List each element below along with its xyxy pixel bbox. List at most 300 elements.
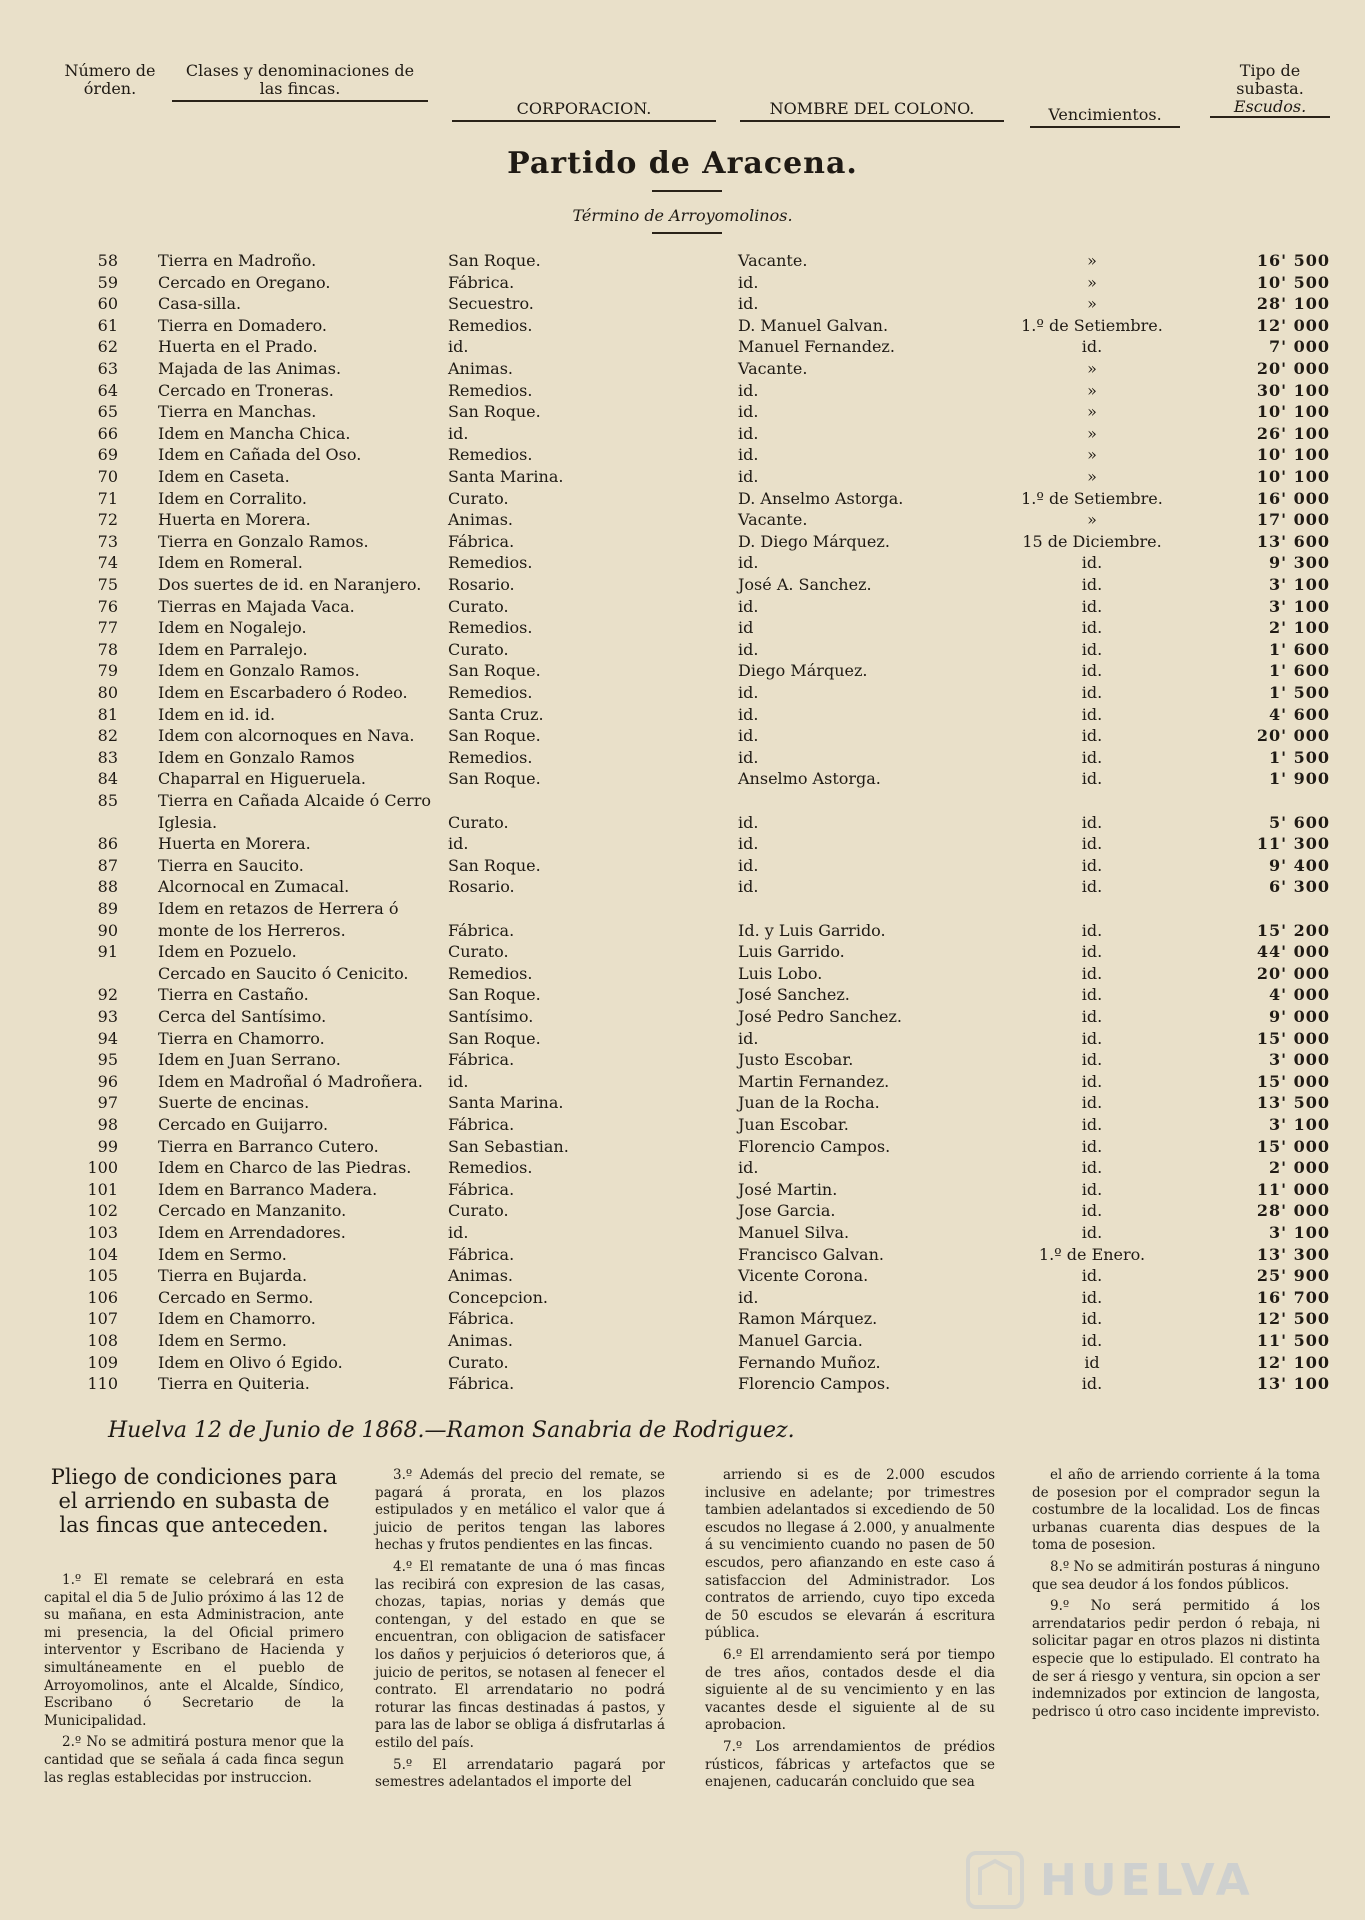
row-tipo: 17' 000 xyxy=(1256,510,1330,530)
row-corporacion: Fábrica. xyxy=(448,272,515,292)
row-corporacion: id. xyxy=(448,1071,469,1091)
row-vencimiento: » xyxy=(1087,467,1097,486)
row-number: 59 xyxy=(97,272,118,292)
row-colono: José Martin. xyxy=(738,1179,838,1199)
row-corporacion: Remedios. xyxy=(448,618,533,638)
row-corporacion: Curato. xyxy=(448,812,509,832)
row-clase: Tierra en Manchas. xyxy=(158,402,317,422)
row-clase: Idem en Parralejo. xyxy=(158,639,308,659)
row-clase: Idem en Sermo. xyxy=(158,1244,287,1264)
table-row xyxy=(0,1308,1365,1329)
row-corporacion: Fábrica. xyxy=(448,1050,515,1070)
row-corporacion: Curato. xyxy=(448,488,509,508)
row-number: 101 xyxy=(87,1179,118,1199)
row-tipo: 16' 700 xyxy=(1256,1287,1330,1307)
row-clase: Idem en Arrendadores. xyxy=(158,1223,346,1242)
row-number: 85 xyxy=(97,791,118,810)
row-colono: id. xyxy=(738,272,759,292)
row-corporacion: Santa Marina. xyxy=(448,467,564,486)
row-clase: Idem en Barranco Madera. xyxy=(158,1179,378,1199)
row-number: 64 xyxy=(97,380,118,400)
row-number: 84 xyxy=(97,769,118,789)
row-colono: id. xyxy=(738,812,759,832)
row-vencimiento: id. xyxy=(1081,963,1103,983)
row-clase: Tierra en Cañada Alcaide ó Cerro xyxy=(158,791,431,810)
archive-seal-icon xyxy=(960,1845,1030,1915)
conditions-column-2 xyxy=(375,1467,665,1796)
row-vencimiento: » xyxy=(1087,402,1097,422)
condition-paragraph: 9.º No será permitido á los arrendatarios pedir perdon ó rebaja, ni solicitar pagar en otros plazos ni distinta especie que lo estipulado. El contrato ha de ser á riesgo y ventura, sin opcion a ser indemnizados por extincion de langosta, pedrisco ú otro caso incidente imprevisto. xyxy=(1032,1598,1320,1720)
row-colono: id. xyxy=(738,1287,759,1307)
table-row xyxy=(0,380,1365,401)
row-tipo: 44' 000 xyxy=(1256,942,1330,962)
row-tipo: 13' 100 xyxy=(1256,1374,1330,1394)
row-clase: Huerta en Morera. xyxy=(158,834,311,854)
table-row xyxy=(0,639,1365,660)
row-clase: Tierra en Bujarda. xyxy=(158,1266,308,1286)
row-tipo: 7' 000 xyxy=(1269,337,1330,357)
row-number: 99 xyxy=(97,1136,118,1156)
subtitle-rule xyxy=(652,232,722,234)
row-colono: id. xyxy=(738,834,759,854)
row-number: 105 xyxy=(87,1266,118,1286)
row-tipo: 12' 500 xyxy=(1256,1309,1330,1329)
table-row xyxy=(0,1352,1365,1373)
row-tipo: 11' 300 xyxy=(1256,834,1330,854)
row-vencimiento: » xyxy=(1087,359,1097,378)
table-row xyxy=(0,1006,1365,1027)
row-corporacion: Curato. xyxy=(448,1352,509,1372)
row-corporacion: Remedios. xyxy=(448,963,533,983)
row-tipo: 16' 500 xyxy=(1256,251,1330,270)
row-corporacion: Fábrica. xyxy=(448,531,515,551)
table-row xyxy=(0,1049,1365,1070)
table-row xyxy=(0,1179,1365,1200)
table-row xyxy=(0,747,1365,768)
table-row xyxy=(0,336,1365,357)
table-row xyxy=(0,682,1365,703)
row-vencimiento: id. xyxy=(1081,942,1103,962)
row-vencimiento: » xyxy=(1087,272,1097,292)
row-clase: Suerte de encinas. xyxy=(158,1093,310,1113)
row-corporacion: Fábrica. xyxy=(448,920,515,940)
row-corporacion: Remedios. xyxy=(448,683,533,702)
row-vencimiento: id. xyxy=(1081,575,1103,594)
row-corporacion: San Roque. xyxy=(448,402,541,422)
row-tipo: 16' 000 xyxy=(1256,488,1330,508)
row-tipo: 20' 000 xyxy=(1256,963,1330,983)
row-number: 69 xyxy=(97,445,118,465)
row-corporacion: Curato. xyxy=(448,1201,509,1221)
table-row xyxy=(0,1200,1365,1221)
row-colono: Luis Lobo. xyxy=(738,963,823,983)
row-corporacion: San Roque. xyxy=(448,251,541,270)
row-corporacion: Santa Marina. xyxy=(448,1093,564,1113)
row-colono: Justo Escobar. xyxy=(738,1050,854,1070)
row-number: 76 xyxy=(97,596,118,616)
row-clase: Idem en Nogalejo. xyxy=(158,618,307,638)
row-tipo: 3' 100 xyxy=(1269,1115,1330,1134)
row-colono: id. xyxy=(738,553,759,573)
row-tipo: 6' 300 xyxy=(1269,877,1330,897)
row-clase: Cercado en Troneras. xyxy=(158,380,334,400)
row-clase: Tierra en Castaño. xyxy=(158,985,309,1005)
table-row xyxy=(0,1071,1365,1092)
condition-paragraph: 2.º No se admitirá postura menor que la cantidad que se señala á cada finca segun las reglas establecidas por instruccion. xyxy=(44,1734,344,1786)
row-tipo: 20' 000 xyxy=(1256,726,1330,746)
row-vencimiento: id. xyxy=(1081,726,1103,746)
row-number: 77 xyxy=(97,618,118,638)
row-number: 62 xyxy=(97,337,118,357)
row-clase: Majada de las Animas. xyxy=(158,359,342,378)
table-row xyxy=(0,812,1365,833)
row-tipo: 10' 100 xyxy=(1256,445,1330,465)
header-numero: Número de órden. xyxy=(64,61,156,98)
row-clase: Idem en id. id. xyxy=(158,704,276,724)
table-row xyxy=(0,876,1365,897)
row-number: 110 xyxy=(87,1374,118,1394)
row-clase: Cercado en Sermo. xyxy=(158,1287,314,1307)
row-vencimiento: id. xyxy=(1081,1266,1103,1286)
row-vencimiento: id. xyxy=(1081,1158,1103,1178)
row-vencimiento: id. xyxy=(1081,596,1103,616)
row-clase: Tierra en Chamorro. xyxy=(158,1028,325,1048)
row-tipo: 1' 500 xyxy=(1269,683,1330,702)
row-colono: Ramon Márquez. xyxy=(738,1309,878,1329)
row-vencimiento: 1.º de Setiembre. xyxy=(1021,315,1163,335)
row-colono: Martin Fernandez. xyxy=(738,1071,890,1091)
row-vencimiento: id. xyxy=(1081,1071,1103,1091)
row-number: 71 xyxy=(97,488,118,508)
row-tipo: 1' 500 xyxy=(1269,747,1330,767)
row-tipo: 25' 900 xyxy=(1256,1266,1330,1286)
row-vencimiento: id. xyxy=(1081,661,1103,681)
row-corporacion: Fábrica. xyxy=(448,1179,515,1199)
row-number: 81 xyxy=(97,704,118,724)
row-number: 61 xyxy=(97,315,118,335)
row-tipo: 13' 600 xyxy=(1256,531,1330,551)
row-number: 89 xyxy=(97,899,118,918)
row-colono: Vacante. xyxy=(738,510,808,530)
row-tipo: 9' 000 xyxy=(1269,1007,1330,1026)
row-colono: Florencio Campos. xyxy=(738,1136,891,1156)
row-colono: id. xyxy=(738,467,759,486)
conditions-title: Pliego de condiciones para el arriendo en subasta de las fincas que anteceden. xyxy=(50,1465,338,1537)
row-corporacion: id. xyxy=(448,834,469,854)
table-row xyxy=(0,315,1365,336)
row-corporacion: San Roque. xyxy=(448,985,541,1005)
table-row xyxy=(0,725,1365,746)
table-row xyxy=(0,768,1365,789)
row-corporacion: Curato. xyxy=(448,596,509,616)
row-tipo: 3' 100 xyxy=(1269,1223,1330,1242)
header-corporacion: CORPORACION. xyxy=(452,100,716,122)
table-row xyxy=(0,444,1365,465)
row-tipo: 11' 500 xyxy=(1256,1331,1330,1350)
row-tipo: 10' 500 xyxy=(1256,272,1330,292)
row-tipo: 13' 300 xyxy=(1256,1244,1330,1264)
table-row xyxy=(0,963,1365,984)
row-number: 107 xyxy=(87,1309,118,1329)
row-tipo: 1' 900 xyxy=(1269,769,1330,789)
row-vencimiento: id. xyxy=(1081,1287,1103,1307)
row-vencimiento: id. xyxy=(1081,1007,1103,1026)
row-clase: Idem en Madroñal ó Madroñera. xyxy=(158,1071,423,1091)
table-row xyxy=(0,293,1365,314)
row-number: 108 xyxy=(87,1331,118,1350)
row-clase: Idem en Olivo ó Egido. xyxy=(158,1352,343,1372)
table-row xyxy=(0,920,1365,941)
row-corporacion: Animas. xyxy=(448,1331,513,1350)
row-colono: id. xyxy=(738,726,759,746)
row-tipo: 15' 200 xyxy=(1256,920,1330,940)
table-row xyxy=(0,509,1365,530)
row-number: 97 xyxy=(97,1093,118,1113)
row-colono: id. xyxy=(738,445,759,465)
row-corporacion: Curato. xyxy=(448,639,509,659)
row-colono: id. xyxy=(738,596,759,616)
header-tipo-label: Tipo de subasta. xyxy=(1236,61,1304,98)
row-colono: José Pedro Sanchez. xyxy=(738,1007,902,1026)
row-vencimiento: id. xyxy=(1081,683,1103,702)
row-number: 96 xyxy=(97,1071,118,1091)
row-clase: Idem en Corralito. xyxy=(158,488,307,508)
row-vencimiento: id. xyxy=(1081,1331,1103,1350)
row-clase: Tierras en Majada Vaca. xyxy=(158,596,355,616)
header-vencimientos: Vencimientos. xyxy=(1030,106,1180,128)
row-colono: id. xyxy=(738,1158,759,1178)
row-clase: Idem en Gonzalo Ramos. xyxy=(158,661,360,681)
conditions-column-1 xyxy=(44,1572,344,1791)
row-corporacion: Santísimo. xyxy=(448,1007,534,1026)
row-tipo: 2' 000 xyxy=(1269,1158,1330,1178)
table-row xyxy=(0,272,1365,293)
section-subtitle: Término de Arroyomolinos. xyxy=(572,206,793,225)
row-number: 102 xyxy=(87,1201,118,1221)
row-number: 63 xyxy=(97,359,118,378)
row-colono: Anselmo Astorga. xyxy=(738,769,881,789)
table-row xyxy=(0,596,1365,617)
row-vencimiento: id. xyxy=(1081,337,1103,357)
row-clase: Cercado en Oregano. xyxy=(158,272,331,292)
row-number: 82 xyxy=(97,726,118,746)
row-vencimiento: id. xyxy=(1081,1136,1103,1156)
row-corporacion: id. xyxy=(448,337,469,357)
row-clase: Idem con alcornoques en Nava. xyxy=(158,726,415,746)
table-row xyxy=(0,1222,1365,1243)
row-number: 72 xyxy=(97,510,118,530)
row-number: 95 xyxy=(97,1050,118,1070)
row-vencimiento: id. xyxy=(1081,618,1103,638)
row-tipo: 4' 000 xyxy=(1269,985,1330,1005)
row-clase: Idem en Charco de las Piedras. xyxy=(158,1158,412,1178)
row-vencimiento: id. xyxy=(1081,1223,1103,1242)
table-row xyxy=(0,1136,1365,1157)
row-number: 60 xyxy=(97,294,118,314)
row-clase: Idem en Mancha Chica. xyxy=(158,423,351,443)
row-clase: Tierra en Domadero. xyxy=(158,315,328,335)
row-colono: Florencio Campos. xyxy=(738,1374,891,1394)
row-clase: Tierra en Madroño. xyxy=(158,251,317,270)
row-corporacion: Concepcion. xyxy=(448,1287,548,1307)
table-row xyxy=(0,617,1365,638)
row-tipo: 12' 100 xyxy=(1256,1352,1330,1372)
row-colono: id. xyxy=(738,402,759,422)
row-number: 87 xyxy=(97,855,118,875)
row-number: 86 xyxy=(97,834,118,854)
row-number: 94 xyxy=(97,1028,118,1048)
row-clase: Idem en retazos de Herrera ó xyxy=(158,899,399,918)
row-number: 98 xyxy=(97,1115,118,1134)
row-tipo: 3' 000 xyxy=(1269,1050,1330,1070)
row-colono: id. xyxy=(738,747,759,767)
table-row xyxy=(0,250,1365,271)
row-number: 58 xyxy=(97,251,118,270)
title-rule xyxy=(652,190,722,192)
row-clase: Idem en Chamorro. xyxy=(158,1309,316,1329)
row-clase: Tierra en Gonzalo Ramos. xyxy=(158,531,369,551)
row-vencimiento: 1.º de Setiembre. xyxy=(1021,488,1163,508)
table-row xyxy=(0,401,1365,422)
row-colono: id. xyxy=(738,877,759,897)
row-colono: Id. y Luis Garrido. xyxy=(738,920,886,940)
row-tipo: 1' 600 xyxy=(1269,639,1330,659)
row-number: 66 xyxy=(97,423,118,443)
row-tipo: 15' 000 xyxy=(1256,1071,1330,1091)
row-clase: Tierra en Saucito. xyxy=(158,855,304,875)
table-row xyxy=(0,574,1365,595)
row-number: 109 xyxy=(87,1352,118,1372)
row-clase: Cercado en Manzanito. xyxy=(158,1201,347,1221)
row-corporacion: id. xyxy=(448,423,469,443)
row-tipo: 4' 600 xyxy=(1269,704,1330,724)
row-colono: Vacante. xyxy=(738,359,808,378)
row-vencimiento: » xyxy=(1087,251,1097,270)
conditions-column-3 xyxy=(705,1467,995,1796)
table-row xyxy=(0,1265,1365,1286)
row-vencimiento: id. xyxy=(1081,1309,1103,1329)
row-corporacion: Rosario. xyxy=(448,575,515,594)
table-row xyxy=(0,1287,1365,1308)
table-row xyxy=(0,358,1365,379)
row-corporacion: Fábrica. xyxy=(448,1115,515,1134)
table-row xyxy=(0,1114,1365,1135)
row-tipo: 3' 100 xyxy=(1269,596,1330,616)
row-corporacion: San Roque. xyxy=(448,769,541,789)
row-corporacion: San Roque. xyxy=(448,661,541,681)
row-tipo: 12' 000 xyxy=(1256,315,1330,335)
row-colono: id xyxy=(738,618,754,638)
row-clase: Idem en Pozuelo. xyxy=(158,942,297,962)
condition-paragraph: 6.º El arrendamiento será por tiempo de tres años, contados desde el dia siguiente al de su vencimiento y en las vacantes desde el siguiente al de su aprobacion. xyxy=(705,1646,995,1734)
row-vencimiento: 15 de Diciembre. xyxy=(1022,531,1162,551)
row-clase: Cercado en Saucito ó Cenicito. xyxy=(158,963,409,983)
row-vencimiento: » xyxy=(1087,445,1097,465)
row-clase: Idem en Caseta. xyxy=(158,467,290,486)
row-colono: D. Manuel Galvan. xyxy=(738,315,889,335)
table-row xyxy=(0,984,1365,1005)
condition-paragraph: 4.º El rematante de una ó mas fincas las recibirá con expresion de las casas, chozas, tapias, norias y demás que contengan, y del estado en que se encuentran, con obligacion de satisfacer los daños y perjuicios ó deterioros que, á juicio de peritos, se notasen al fenecer el contrato. El arrendatario no podrá roturar las fincas destinadas á pastos, y para las de labor se obliga á disfrutarlas á estilo del país. xyxy=(375,1558,665,1751)
condition-paragraph: el año de arriendo corriente á la toma de posesion por el comprador segun la costumbre de la localidad. Los de fincas urbanas cuarenta dias despues de la toma de posesion. xyxy=(1032,1467,1320,1554)
row-number: 93 xyxy=(97,1007,118,1026)
row-colono: id. xyxy=(738,639,759,659)
row-clase: Idem en Romeral. xyxy=(158,553,303,573)
row-corporacion: Animas. xyxy=(448,1266,513,1286)
table-row xyxy=(0,423,1365,444)
conditions-column-4 xyxy=(1032,1467,1320,1725)
row-colono: id. xyxy=(738,380,759,400)
row-corporacion: San Roque. xyxy=(448,726,541,746)
row-tipo: 1' 600 xyxy=(1269,661,1330,681)
table-row xyxy=(0,704,1365,725)
row-vencimiento: id. xyxy=(1081,1115,1103,1134)
row-number: 90 xyxy=(97,920,118,940)
table-row xyxy=(0,660,1365,681)
table-row xyxy=(0,855,1365,876)
row-corporacion: Curato. xyxy=(448,942,509,962)
row-colono: José Sanchez. xyxy=(738,985,850,1005)
row-clase: Tierra en Quiteria. xyxy=(158,1374,310,1394)
header-tipo-units: Escudos. xyxy=(1210,98,1330,118)
row-tipo: 2' 100 xyxy=(1269,618,1330,638)
row-colono: Diego Márquez. xyxy=(738,661,868,681)
row-clase: Casa-silla. xyxy=(158,294,242,314)
row-colono: D. Diego Márquez. xyxy=(738,531,890,551)
row-vencimiento: id. xyxy=(1081,1374,1103,1394)
signature-line: Huelva 12 de Junio de 1868.—Ramon Sanabria de Rodriguez. xyxy=(108,1418,795,1443)
row-corporacion: San Sebastian. xyxy=(448,1136,569,1156)
row-vencimiento: id. xyxy=(1081,553,1103,573)
row-corporacion: Animas. xyxy=(448,359,513,378)
row-clase: Idem en Sermo. xyxy=(158,1331,287,1350)
row-corporacion: Remedios. xyxy=(448,445,533,465)
row-number: 65 xyxy=(97,402,118,422)
row-colono: Manuel Garcia. xyxy=(738,1331,863,1350)
row-vencimiento: id. xyxy=(1081,812,1103,832)
row-tipo: 15' 000 xyxy=(1256,1028,1330,1048)
row-vencimiento: id xyxy=(1084,1352,1100,1372)
table-row xyxy=(0,1092,1365,1113)
archive-watermark: HUELVA xyxy=(1040,1855,1254,1906)
condition-paragraph: 7.º Los arrendamientos de prédios rústicos, fábricas y artefactos que se enajenen, caducarán concluido que sea xyxy=(705,1738,995,1791)
row-vencimiento: id. xyxy=(1081,1050,1103,1070)
row-colono: Vacante. xyxy=(738,251,808,270)
row-colono: id. xyxy=(738,423,759,443)
header-colono: NOMBRE DEL COLONO. xyxy=(740,100,1004,122)
row-vencimiento: » xyxy=(1087,510,1097,530)
condition-paragraph: 1.º El remate se celebrará en esta capital el dia 5 de Julio próximo á las 12 de su mañana, en esta Administracion, ante mi presencia, la del Oficial primero interventor y Escribano de Hacienda y simultáneamente en el pueblo de Arroyomolinos, ante el Alcalde, Síndico, Escribano ó Secretario de la Municipalidad. xyxy=(44,1572,344,1729)
row-vencimiento: » xyxy=(1087,380,1097,400)
row-clase: Iglesia. xyxy=(158,812,218,832)
row-tipo: 9' 300 xyxy=(1269,553,1330,573)
row-colono: Luis Garrido. xyxy=(738,942,845,962)
row-colono: Jose Garcia. xyxy=(738,1201,836,1221)
row-colono: Manuel Silva. xyxy=(738,1223,850,1242)
row-vencimiento: id. xyxy=(1081,877,1103,897)
row-clase: Cerca del Santísimo. xyxy=(158,1007,327,1026)
row-corporacion: Remedios. xyxy=(448,380,533,400)
row-clase: Chaparral en Higueruela. xyxy=(158,769,367,789)
row-corporacion: Fábrica. xyxy=(448,1244,515,1264)
row-clase: Cercado en Guijarro. xyxy=(158,1115,329,1134)
table-row xyxy=(0,1244,1365,1265)
row-clase: Huerta en Morera. xyxy=(158,510,311,530)
table-row xyxy=(0,898,1365,919)
row-number: 83 xyxy=(97,747,118,767)
row-number: 100 xyxy=(87,1158,118,1178)
condition-paragraph: 5.º El arrendatario pagará por semestres adelantados el importe del xyxy=(375,1756,665,1791)
table-row xyxy=(0,1330,1365,1351)
